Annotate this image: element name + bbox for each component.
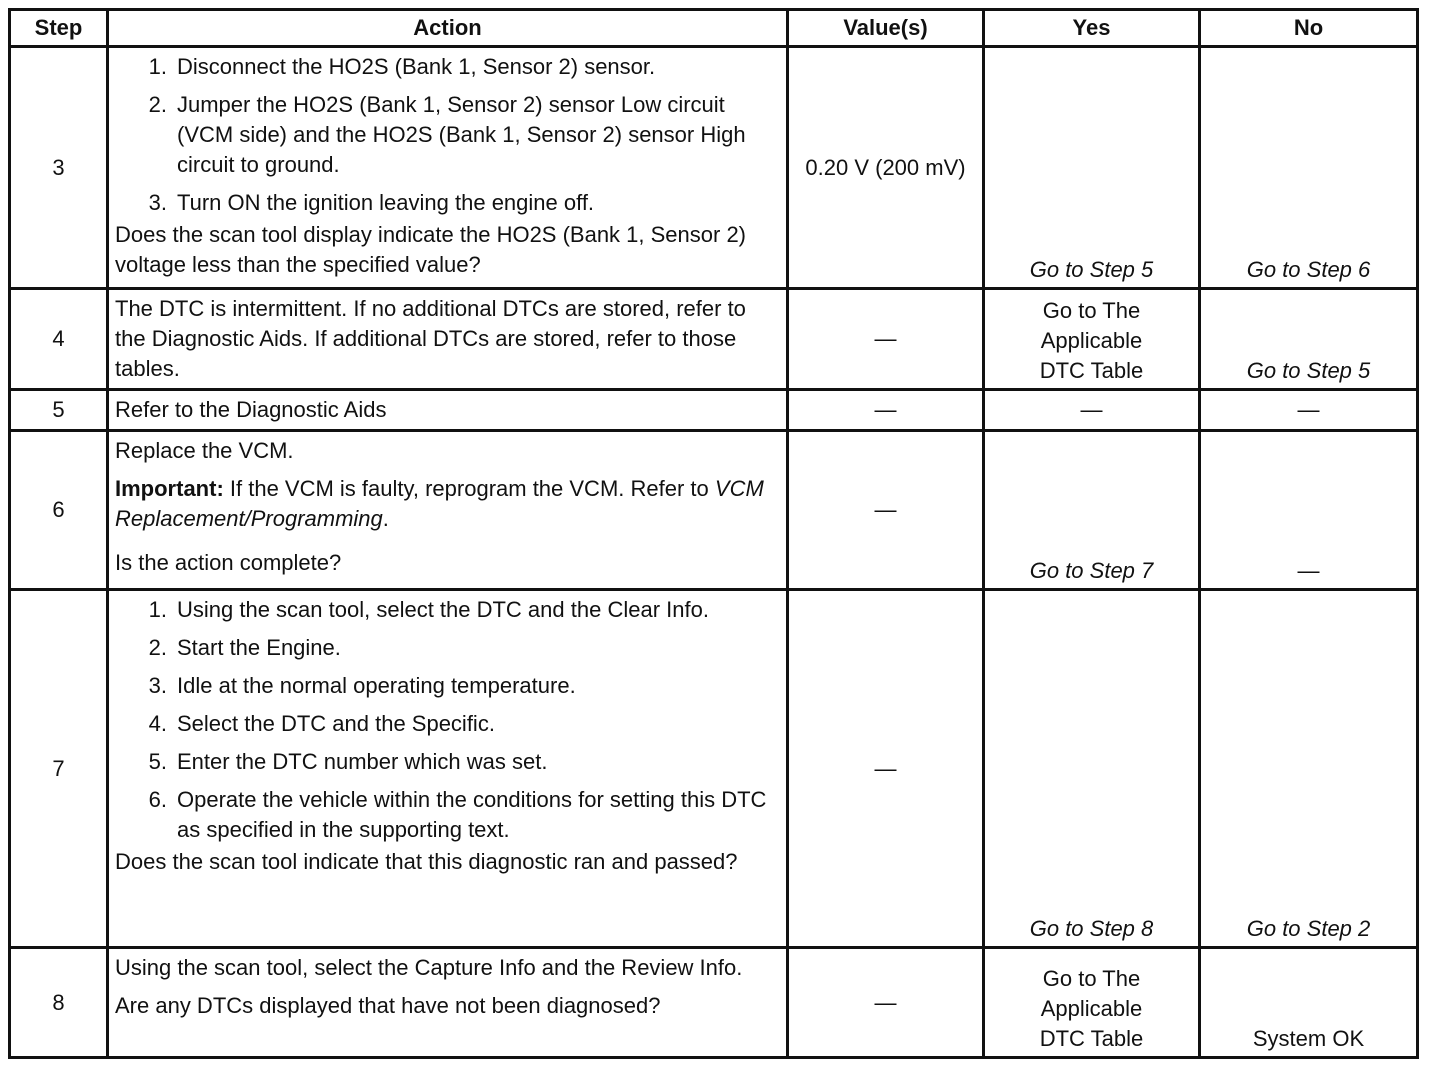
- header-row: [10, 10, 1418, 47]
- action-cell: [108, 431, 788, 590]
- action-cell: [108, 47, 788, 289]
- action-cell: [108, 948, 788, 1058]
- action-step: 1. Using the scan tool, select the DTC and the Clear Info.: [148, 597, 709, 622]
- header-yes: Yes: [984, 10, 1200, 47]
- yes-cell: Go to The Applicable DTC Table: [984, 289, 1200, 390]
- yes-cell: Go to Step 7: [984, 431, 1200, 590]
- action-question: Does the scan tool display indicate the HO2S (Bank 1, Sensor 2) voltage less than the specified value?: [115, 222, 747, 277]
- no-cell: Go to Step 2: [1200, 590, 1418, 948]
- table-row-step-7: [10, 590, 1418, 948]
- table-row-step-8: [10, 948, 1418, 1058]
- yes-cell: Go to The Applicable DTC Table: [984, 948, 1200, 1058]
- action-step: 2. Jumper the HO2S (Bank 1, Sensor 2) sensor Low circuit (VCM side) and the HO2S (Bank 1, Sensor 2) sensor High circuit to ground.: [148, 92, 746, 177]
- header-step: Step: [10, 10, 108, 47]
- table-row-step-6: [10, 431, 1418, 590]
- diagnostic-table: [8, 8, 1419, 1059]
- header-action: Action: [108, 10, 788, 47]
- important-label: Important:: [115, 476, 224, 501]
- value-cell: 0.20 V (200 mV): [788, 47, 984, 289]
- step-number: 8: [10, 948, 108, 1058]
- important-text: If the VCM is faulty, reprogram the VCM. Refer to: [229, 476, 709, 501]
- no-cell: —: [1200, 390, 1418, 431]
- important-note: Important: If the VCM is faulty, reprogram the VCM. Refer to VCM Replacement/Programming.: [115, 476, 764, 531]
- action-text: The DTC is intermittent. If no additional DTCs are stored, refer to the Diagnostic Aids. If additional DTCs are stored, refer to those tables.: [115, 296, 746, 381]
- yes-cell: Go to Step 8: [984, 590, 1200, 948]
- header-values: Value(s): [788, 10, 984, 47]
- action-cell: [108, 289, 788, 390]
- step-number: 6: [10, 431, 108, 590]
- value-cell: —: [788, 390, 984, 431]
- table-row-step-3: [10, 47, 1418, 289]
- action-question: Are any DTCs displayed that have not been diagnosed?: [115, 993, 661, 1018]
- step-number: 4: [10, 289, 108, 390]
- header-no: No: [1200, 10, 1418, 47]
- table-row-step-5: [10, 390, 1418, 431]
- no-cell: —: [1200, 431, 1418, 590]
- action-cell: [108, 390, 788, 431]
- action-step: 6. Operate the vehicle within the conditions for setting this DTC as specified in the supporting text.: [148, 787, 767, 842]
- step-number: 7: [10, 590, 108, 948]
- no-cell: System OK: [1200, 948, 1418, 1058]
- table-row-step-4: [10, 289, 1418, 390]
- action-question: Does the scan tool indicate that this diagnostic ran and passed?: [115, 849, 738, 874]
- action-question: Is the action complete?: [115, 550, 342, 575]
- action-step: 5. Enter the DTC number which was set.: [148, 749, 548, 774]
- action-text: Refer to the Diagnostic Aids: [115, 397, 387, 422]
- no-cell: Go to Step 6: [1200, 47, 1418, 289]
- action-step: 2. Start the Engine.: [148, 635, 341, 660]
- value-cell: —: [788, 289, 984, 390]
- action-step: 3. Idle at the normal operating temperature.: [148, 673, 576, 698]
- step-number: 3: [10, 47, 108, 289]
- action-text: Replace the VCM.: [115, 438, 294, 463]
- action-cell: [108, 590, 788, 948]
- action-step: 3. Turn ON the ignition leaving the engine off.: [148, 190, 595, 215]
- action-text: Using the scan tool, select the Capture Info and the Review Info.: [115, 955, 743, 980]
- value-cell: —: [788, 948, 984, 1058]
- value-cell: —: [788, 590, 984, 948]
- step-number: 5: [10, 390, 108, 431]
- no-cell: Go to Step 5: [1200, 289, 1418, 390]
- important-reference: VCM Replacement/Programming: [115, 476, 764, 531]
- yes-cell: Go to Step 5: [984, 47, 1200, 289]
- action-step: 4. Select the DTC and the Specific.: [148, 711, 495, 736]
- action-step: 1. Disconnect the HO2S (Bank 1, Sensor 2) sensor.: [148, 54, 656, 79]
- value-cell: —: [788, 431, 984, 590]
- yes-cell: —: [984, 390, 1200, 431]
- action-steps: [115, 595, 780, 845]
- action-steps: [115, 52, 780, 218]
